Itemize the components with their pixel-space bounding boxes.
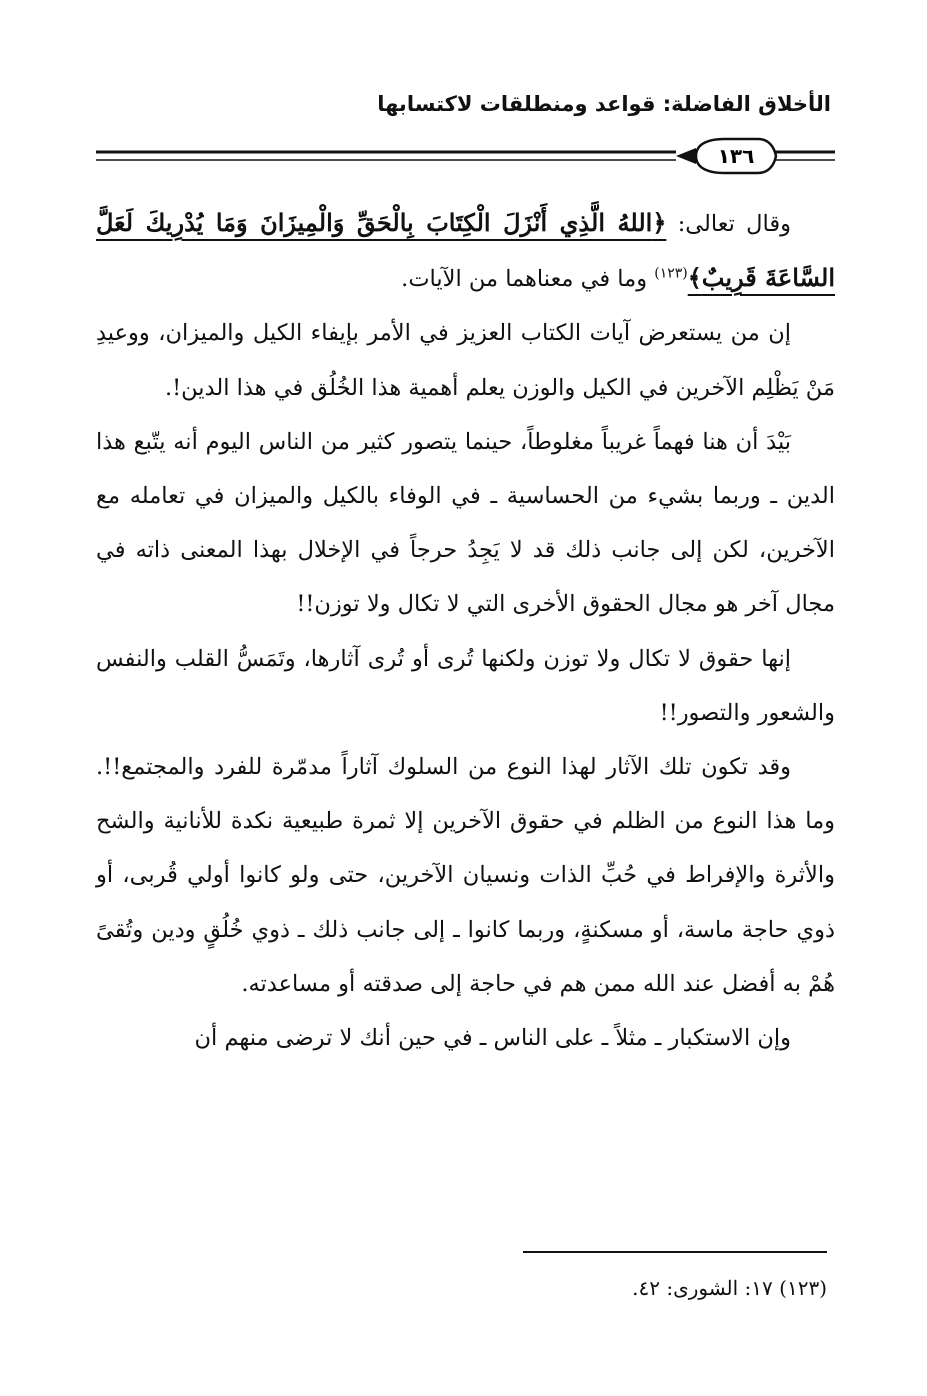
- verse-intro: وقال تعالى:: [666, 211, 791, 237]
- paragraph-1-rest: وما في معناهما من الآيات.: [401, 266, 655, 293]
- footnote-divider: [523, 1251, 827, 1253]
- verse-text: اللهُ الَّذِي أَنْزَلَ الْكِتَابَ بِالْحَقِّ وَالْمِيزَانَ وَمَا يُدْرِيكَ لَعَلَّ السَّاعَةَ قَرِيبٌ: [96, 208, 835, 293]
- paragraph-4: إنها حقوق لا تكال ولا توزن ولكنها تُرى أو تُرى آثارها، وتَمَسُّ القلب والنفس والشعور والتصور!!: [96, 645, 835, 726]
- running-title: الأخلاق الفاضلة: قواعد ومنطلقات لاكتسابها: [377, 92, 831, 116]
- footnote-ref-123[interactable]: (١٢٣): [654, 265, 688, 282]
- header-rule-right: [774, 152, 835, 160]
- page-number: ١٣٦: [717, 144, 755, 168]
- paragraph-3: بَيْدَ أن هنا فهماً غريباً مغلوطاً، حينما يتصور كثير من الناس اليوم أنه يتّبع هذا الدين ـ وربما بشيء من الحساسية ـ في الوفاء بالكيل والميزان في تعامله مع الآخرين، لكن إلى جانب ذلك قد لا يَجِدُ حرجاً في الإخلال بهذا المعنى ذاته في مجال آخر هو مجال الحقوق الأخرى التي لا تكال ولا توزن!!: [96, 428, 835, 618]
- verse-bracket-open: ﴿: [652, 208, 667, 237]
- paragraph-2: إن من يستعرض آيات الكتاب العزيز في الأمر بإيفاء الكيل والميزان، ووعيدِ مَنْ يَظْلِم الآخرين في الكيل والوزن يعلم أهمية هذا الخُلُق في هذا الدين!.: [96, 320, 835, 401]
- verse-bracket-close: ﴾: [687, 263, 702, 293]
- footnote-123: (١٢٣) ١٧: الشورى: ٤٢.: [632, 1276, 827, 1300]
- body-text: [96, 196, 835, 1065]
- header-rule-left: [96, 152, 676, 160]
- paragraph-5: وقد تكون تلك الآثار لهذا النوع من السلوك آثاراً مدمّرة للفرد والمجتمع!!. وما هذا النوع من الظلم في حقوق الآخرين إلا ثمرة طبيعية نكدة للأنانية والشح والأثرة والإفراط في حُبِّ الذات ونسيان الآخرين، حتى ولو كانوا أولي قُربى، أو ذوي حاجة ماسة، أو مسكنةٍ، وربما كانوا ـ إلى جانب ذلك ـ ذوي خُلُقٍ ودين وتُقىً هُمْ به أفضل عند الله ممن هم في حاجة إلى صدقته أو مساعدته.: [96, 754, 835, 997]
- paragraph-1: [96, 196, 835, 306]
- header-ornament: [96, 136, 835, 176]
- page-number-frame-arrow: [676, 148, 696, 164]
- paragraph-6: وإن الاستكبار ـ مثلاً ـ على الناس ـ في حين أنك لا ترضى منهم أن: [194, 1025, 791, 1052]
